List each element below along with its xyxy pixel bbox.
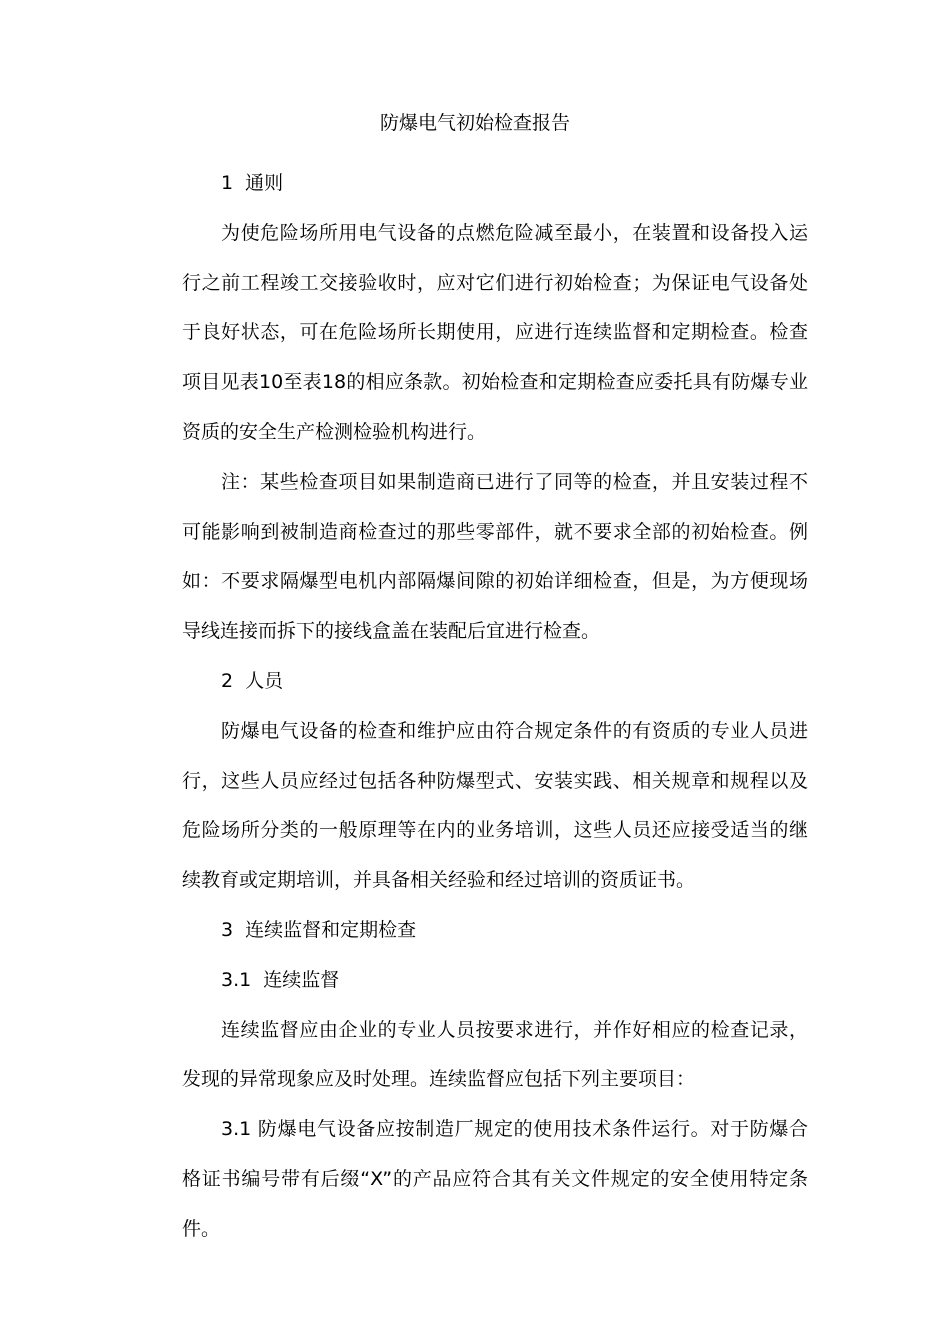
section-heading-3 xyxy=(182,906,808,956)
section-number: 3.1 xyxy=(221,968,252,991)
section-number: 3 xyxy=(221,918,234,941)
paragraph-personnel: 防爆电气设备的检查和维护应由符合规定条件的有资质的专业人员进行，这些人员应经过包括各种防爆型式、安装实践、相关规章和规程以及危险场所分类的一般原理等在内的业务培训，这些人员还应接受适当的继续教育或定期培训，并具备相关经验和经过培训的资质证书。 xyxy=(182,719,808,892)
section-heading-text: 连续监督和定期检查 xyxy=(245,918,417,941)
section-heading-text: 连续监督 xyxy=(263,968,340,991)
section-heading-2 xyxy=(182,657,808,707)
section-number: 2 xyxy=(221,669,234,692)
section-number: 1 xyxy=(221,172,234,194)
paragraph-note: 注：某些检查项目如果制造商已进行了同等的检查，并且安装过程不可能影响到被制造商检查过的那些零部件，就不要求全部的初始检查。例如：不要求隔爆型电机内部隔爆间隙的初始详细检查，但是，为方便现场导线连接而拆下的接线盒盖在装配后宜进行检查。 xyxy=(182,470,808,643)
paragraph-item-3-1: 3.1 防爆电气设备应按制造厂规定的使用技术条件运行。对于防爆合格证书编号带有后缀“X”的产品应符合其有关文件规定的安全使用特定条件。 xyxy=(182,1118,808,1240)
section-heading-text: 通则 xyxy=(245,172,284,194)
document-title: 防爆电气初始检查报告 xyxy=(379,112,570,134)
paragraph-continuous-supervision: 连续监督应由企业的专业人员按要求进行，并作好相应的检查记录，发现的异常现象应及时处理。连续监督应包括下列主要项目： xyxy=(182,1018,808,1091)
document-body xyxy=(182,159,808,1255)
section-heading-3-1 xyxy=(182,956,808,1006)
section-heading-text: 人员 xyxy=(245,669,284,692)
section-heading-1 xyxy=(182,159,808,209)
paragraph-general: 为使危险场所用电气设备的点燃危险减至最小，在装置和设备投入运行之前工程竣工交接验收时，应对它们进行初始检查；为保证电气设备处于良好状态，可在危险场所长期使用，应进行连续监督和定期检查。检查项目见表10至表18的相应条款。初始检查和定期检查应委托具有防爆专业资质的安全生产检测检验机构进行。 xyxy=(182,221,808,443)
